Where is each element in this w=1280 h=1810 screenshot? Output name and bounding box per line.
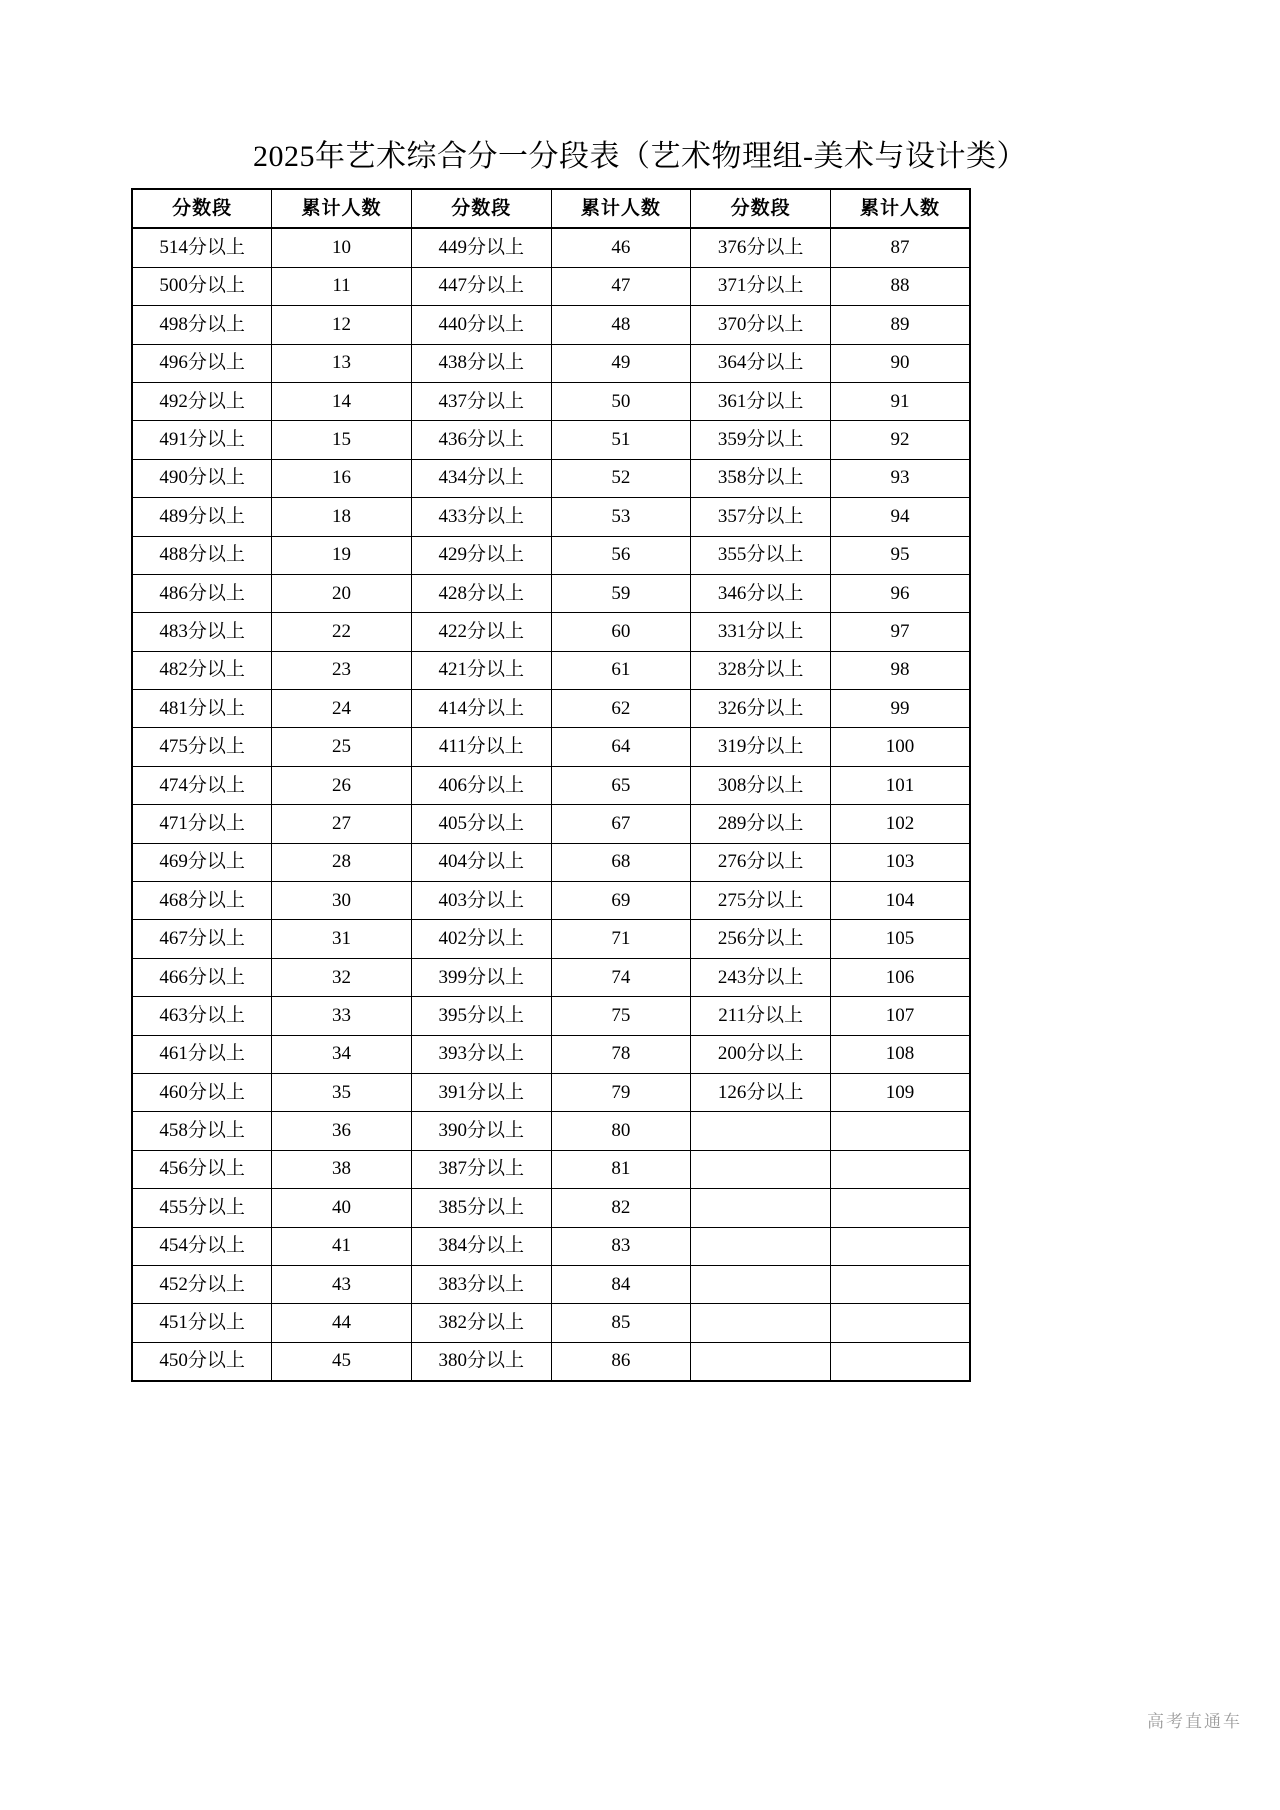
cell-score: 428分以上 [411, 574, 551, 612]
cell-count: 49 [551, 344, 691, 382]
cell-score: 436分以上 [411, 421, 551, 459]
table-row [132, 228, 970, 267]
table-row [132, 805, 970, 843]
cell-count: 38 [272, 1150, 412, 1188]
table-row [132, 421, 970, 459]
cell-score: 358分以上 [691, 459, 831, 497]
cell-score: 326分以上 [691, 690, 831, 728]
cell-score: 437分以上 [411, 382, 551, 420]
cell-score: 492分以上 [132, 382, 272, 420]
cell-score [691, 1227, 831, 1265]
cell-count: 67 [551, 805, 691, 843]
cell-score: 404分以上 [411, 843, 551, 881]
table-body [132, 228, 970, 1381]
cell-score: 456分以上 [132, 1150, 272, 1188]
cell-count: 69 [551, 882, 691, 920]
cell-score: 402分以上 [411, 920, 551, 958]
cell-count: 30 [272, 882, 412, 920]
cell-score: 387分以上 [411, 1150, 551, 1188]
cell-count: 47 [551, 267, 691, 305]
cell-count: 79 [551, 1073, 691, 1111]
cell-score: 403分以上 [411, 882, 551, 920]
table-row [132, 1189, 970, 1227]
cell-score: 482分以上 [132, 651, 272, 689]
cell-score: 491分以上 [132, 421, 272, 459]
cell-count: 48 [551, 306, 691, 344]
cell-count: 89 [830, 306, 970, 344]
table-row [132, 382, 970, 420]
cell-count: 101 [830, 766, 970, 804]
cell-count: 44 [272, 1304, 412, 1342]
cell-count [830, 1304, 970, 1342]
cell-score: 393分以上 [411, 1035, 551, 1073]
cell-count: 45 [272, 1342, 412, 1381]
cell-count: 62 [551, 690, 691, 728]
cell-score: 452分以上 [132, 1265, 272, 1303]
cell-score: 364分以上 [691, 344, 831, 382]
cell-score [691, 1150, 831, 1188]
cell-score: 486分以上 [132, 574, 272, 612]
cell-score: 361分以上 [691, 382, 831, 420]
table-row [132, 1073, 970, 1111]
cell-count: 11 [272, 267, 412, 305]
column-header-count-3: 累计人数 [830, 189, 970, 228]
cell-score [691, 1304, 831, 1342]
cell-score: 405分以上 [411, 805, 551, 843]
cell-count: 68 [551, 843, 691, 881]
cell-score: 451分以上 [132, 1304, 272, 1342]
cell-score: 376分以上 [691, 228, 831, 267]
cell-score: 421分以上 [411, 651, 551, 689]
cell-score: 289分以上 [691, 805, 831, 843]
cell-count: 19 [272, 536, 412, 574]
cell-count: 86 [551, 1342, 691, 1381]
cell-score: 370分以上 [691, 306, 831, 344]
cell-count: 12 [272, 306, 412, 344]
cell-score: 395分以上 [411, 997, 551, 1035]
cell-score: 382分以上 [411, 1304, 551, 1342]
table-row [132, 1342, 970, 1381]
cell-count: 75 [551, 997, 691, 1035]
cell-count: 26 [272, 766, 412, 804]
cell-count [830, 1227, 970, 1265]
cell-count: 109 [830, 1073, 970, 1111]
cell-score: 471分以上 [132, 805, 272, 843]
table-row [132, 306, 970, 344]
cell-score: 467分以上 [132, 920, 272, 958]
cell-score: 468分以上 [132, 882, 272, 920]
score-distribution-table [131, 188, 971, 1382]
page-title: 2025年艺术综合分一分段表（艺术物理组-美术与设计类） [253, 140, 1027, 173]
cell-count: 82 [551, 1189, 691, 1227]
cell-count: 81 [551, 1150, 691, 1188]
column-header-score-1: 分数段 [132, 189, 272, 228]
cell-score: 390分以上 [411, 1112, 551, 1150]
cell-count: 15 [272, 421, 412, 459]
cell-score: 481分以上 [132, 690, 272, 728]
cell-score: 406分以上 [411, 766, 551, 804]
cell-count: 78 [551, 1035, 691, 1073]
cell-count: 25 [272, 728, 412, 766]
cell-count: 51 [551, 421, 691, 459]
cell-score: 359分以上 [691, 421, 831, 459]
table-row [132, 498, 970, 536]
cell-count: 34 [272, 1035, 412, 1073]
table-row [132, 574, 970, 612]
cell-score: 458分以上 [132, 1112, 272, 1150]
cell-score: 469分以上 [132, 843, 272, 881]
table-row [132, 459, 970, 497]
cell-count: 97 [830, 613, 970, 651]
cell-count [830, 1265, 970, 1303]
column-header-count-1: 累计人数 [272, 189, 412, 228]
cell-score: 438分以上 [411, 344, 551, 382]
cell-count: 46 [551, 228, 691, 267]
table-row [132, 766, 970, 804]
score-table-container [131, 188, 969, 1382]
cell-score: 483分以上 [132, 613, 272, 651]
cell-count: 36 [272, 1112, 412, 1150]
cell-score: 422分以上 [411, 613, 551, 651]
cell-count: 71 [551, 920, 691, 958]
cell-score: 433分以上 [411, 498, 551, 536]
cell-score: 447分以上 [411, 267, 551, 305]
cell-count: 94 [830, 498, 970, 536]
cell-count: 13 [272, 344, 412, 382]
table-row [132, 690, 970, 728]
cell-score: 380分以上 [411, 1342, 551, 1381]
cell-count: 93 [830, 459, 970, 497]
cell-count [830, 1112, 970, 1150]
cell-count: 91 [830, 382, 970, 420]
table-row [132, 1150, 970, 1188]
cell-count: 88 [830, 267, 970, 305]
cell-count: 50 [551, 382, 691, 420]
cell-count: 59 [551, 574, 691, 612]
column-header-count-2: 累计人数 [551, 189, 691, 228]
table-row [132, 1227, 970, 1265]
cell-count: 80 [551, 1112, 691, 1150]
cell-score: 399分以上 [411, 958, 551, 996]
column-header-score-3: 分数段 [691, 189, 831, 228]
cell-count: 102 [830, 805, 970, 843]
cell-count: 10 [272, 228, 412, 267]
cell-score: 355分以上 [691, 536, 831, 574]
cell-count: 14 [272, 382, 412, 420]
table-header [132, 189, 970, 228]
cell-score: 449分以上 [411, 228, 551, 267]
cell-score: 434分以上 [411, 459, 551, 497]
cell-score: 466分以上 [132, 958, 272, 996]
table-row [132, 651, 970, 689]
table-row [132, 920, 970, 958]
cell-count: 35 [272, 1073, 412, 1111]
cell-score: 385分以上 [411, 1189, 551, 1227]
cell-score: 411分以上 [411, 728, 551, 766]
cell-count: 99 [830, 690, 970, 728]
cell-score [691, 1112, 831, 1150]
cell-count: 98 [830, 651, 970, 689]
cell-score: 371分以上 [691, 267, 831, 305]
table-row [132, 267, 970, 305]
cell-count: 92 [830, 421, 970, 459]
cell-count: 16 [272, 459, 412, 497]
cell-count: 20 [272, 574, 412, 612]
cell-score: 463分以上 [132, 997, 272, 1035]
table-row [132, 344, 970, 382]
cell-count: 95 [830, 536, 970, 574]
cell-count: 83 [551, 1227, 691, 1265]
cell-count: 24 [272, 690, 412, 728]
cell-count: 87 [830, 228, 970, 267]
table-row [132, 1265, 970, 1303]
cell-score [691, 1342, 831, 1381]
cell-count: 53 [551, 498, 691, 536]
cell-score: 384分以上 [411, 1227, 551, 1265]
table-row [132, 613, 970, 651]
cell-score: 460分以上 [132, 1073, 272, 1111]
cell-count: 100 [830, 728, 970, 766]
cell-count: 41 [272, 1227, 412, 1265]
cell-count: 18 [272, 498, 412, 536]
cell-count: 27 [272, 805, 412, 843]
table-row [132, 997, 970, 1035]
watermark: 高考直通车 [1147, 1712, 1242, 1731]
cell-count: 74 [551, 958, 691, 996]
cell-score: 328分以上 [691, 651, 831, 689]
cell-count: 61 [551, 651, 691, 689]
cell-count: 106 [830, 958, 970, 996]
cell-score: 391分以上 [411, 1073, 551, 1111]
cell-score: 474分以上 [132, 766, 272, 804]
cell-score: 498分以上 [132, 306, 272, 344]
cell-count: 43 [272, 1265, 412, 1303]
cell-score: 496分以上 [132, 344, 272, 382]
cell-count: 23 [272, 651, 412, 689]
cell-count [830, 1150, 970, 1188]
cell-count: 28 [272, 843, 412, 881]
cell-count: 108 [830, 1035, 970, 1073]
cell-count: 103 [830, 843, 970, 881]
table-row [132, 1304, 970, 1342]
cell-score: 450分以上 [132, 1342, 272, 1381]
cell-score: 275分以上 [691, 882, 831, 920]
cell-score: 440分以上 [411, 306, 551, 344]
cell-score: 256分以上 [691, 920, 831, 958]
cell-count: 22 [272, 613, 412, 651]
cell-score: 276分以上 [691, 843, 831, 881]
cell-score: 346分以上 [691, 574, 831, 612]
cell-score: 243分以上 [691, 958, 831, 996]
cell-count [830, 1342, 970, 1381]
cell-count: 60 [551, 613, 691, 651]
cell-count: 40 [272, 1189, 412, 1227]
cell-count: 85 [551, 1304, 691, 1342]
cell-count: 32 [272, 958, 412, 996]
table-row [132, 1112, 970, 1150]
cell-count: 84 [551, 1265, 691, 1303]
header-row [132, 189, 970, 228]
cell-score: 200分以上 [691, 1035, 831, 1073]
cell-count: 56 [551, 536, 691, 574]
table-row [132, 882, 970, 920]
cell-score: 319分以上 [691, 728, 831, 766]
column-header-score-2: 分数段 [411, 189, 551, 228]
cell-score [691, 1189, 831, 1227]
cell-score: 489分以上 [132, 498, 272, 536]
cell-count [830, 1189, 970, 1227]
cell-score: 488分以上 [132, 536, 272, 574]
table-row [132, 1035, 970, 1073]
cell-count: 90 [830, 344, 970, 382]
cell-score: 357分以上 [691, 498, 831, 536]
cell-count: 33 [272, 997, 412, 1035]
cell-score: 500分以上 [132, 267, 272, 305]
cell-score: 308分以上 [691, 766, 831, 804]
cell-count: 52 [551, 459, 691, 497]
cell-count: 31 [272, 920, 412, 958]
cell-score: 454分以上 [132, 1227, 272, 1265]
cell-count: 64 [551, 728, 691, 766]
cell-score: 429分以上 [411, 536, 551, 574]
table-row [132, 728, 970, 766]
cell-score: 383分以上 [411, 1265, 551, 1303]
cell-count: 105 [830, 920, 970, 958]
cell-score: 514分以上 [132, 228, 272, 267]
cell-count: 104 [830, 882, 970, 920]
table-row [132, 536, 970, 574]
cell-score: 455分以上 [132, 1189, 272, 1227]
table-row [132, 958, 970, 996]
cell-count: 107 [830, 997, 970, 1035]
cell-score: 475分以上 [132, 728, 272, 766]
cell-score: 211分以上 [691, 997, 831, 1035]
cell-score: 331分以上 [691, 613, 831, 651]
table-row [132, 843, 970, 881]
cell-score: 461分以上 [132, 1035, 272, 1073]
cell-score: 490分以上 [132, 459, 272, 497]
cell-score: 126分以上 [691, 1073, 831, 1111]
cell-score: 414分以上 [411, 690, 551, 728]
cell-count: 96 [830, 574, 970, 612]
cell-count: 65 [551, 766, 691, 804]
cell-score [691, 1265, 831, 1303]
